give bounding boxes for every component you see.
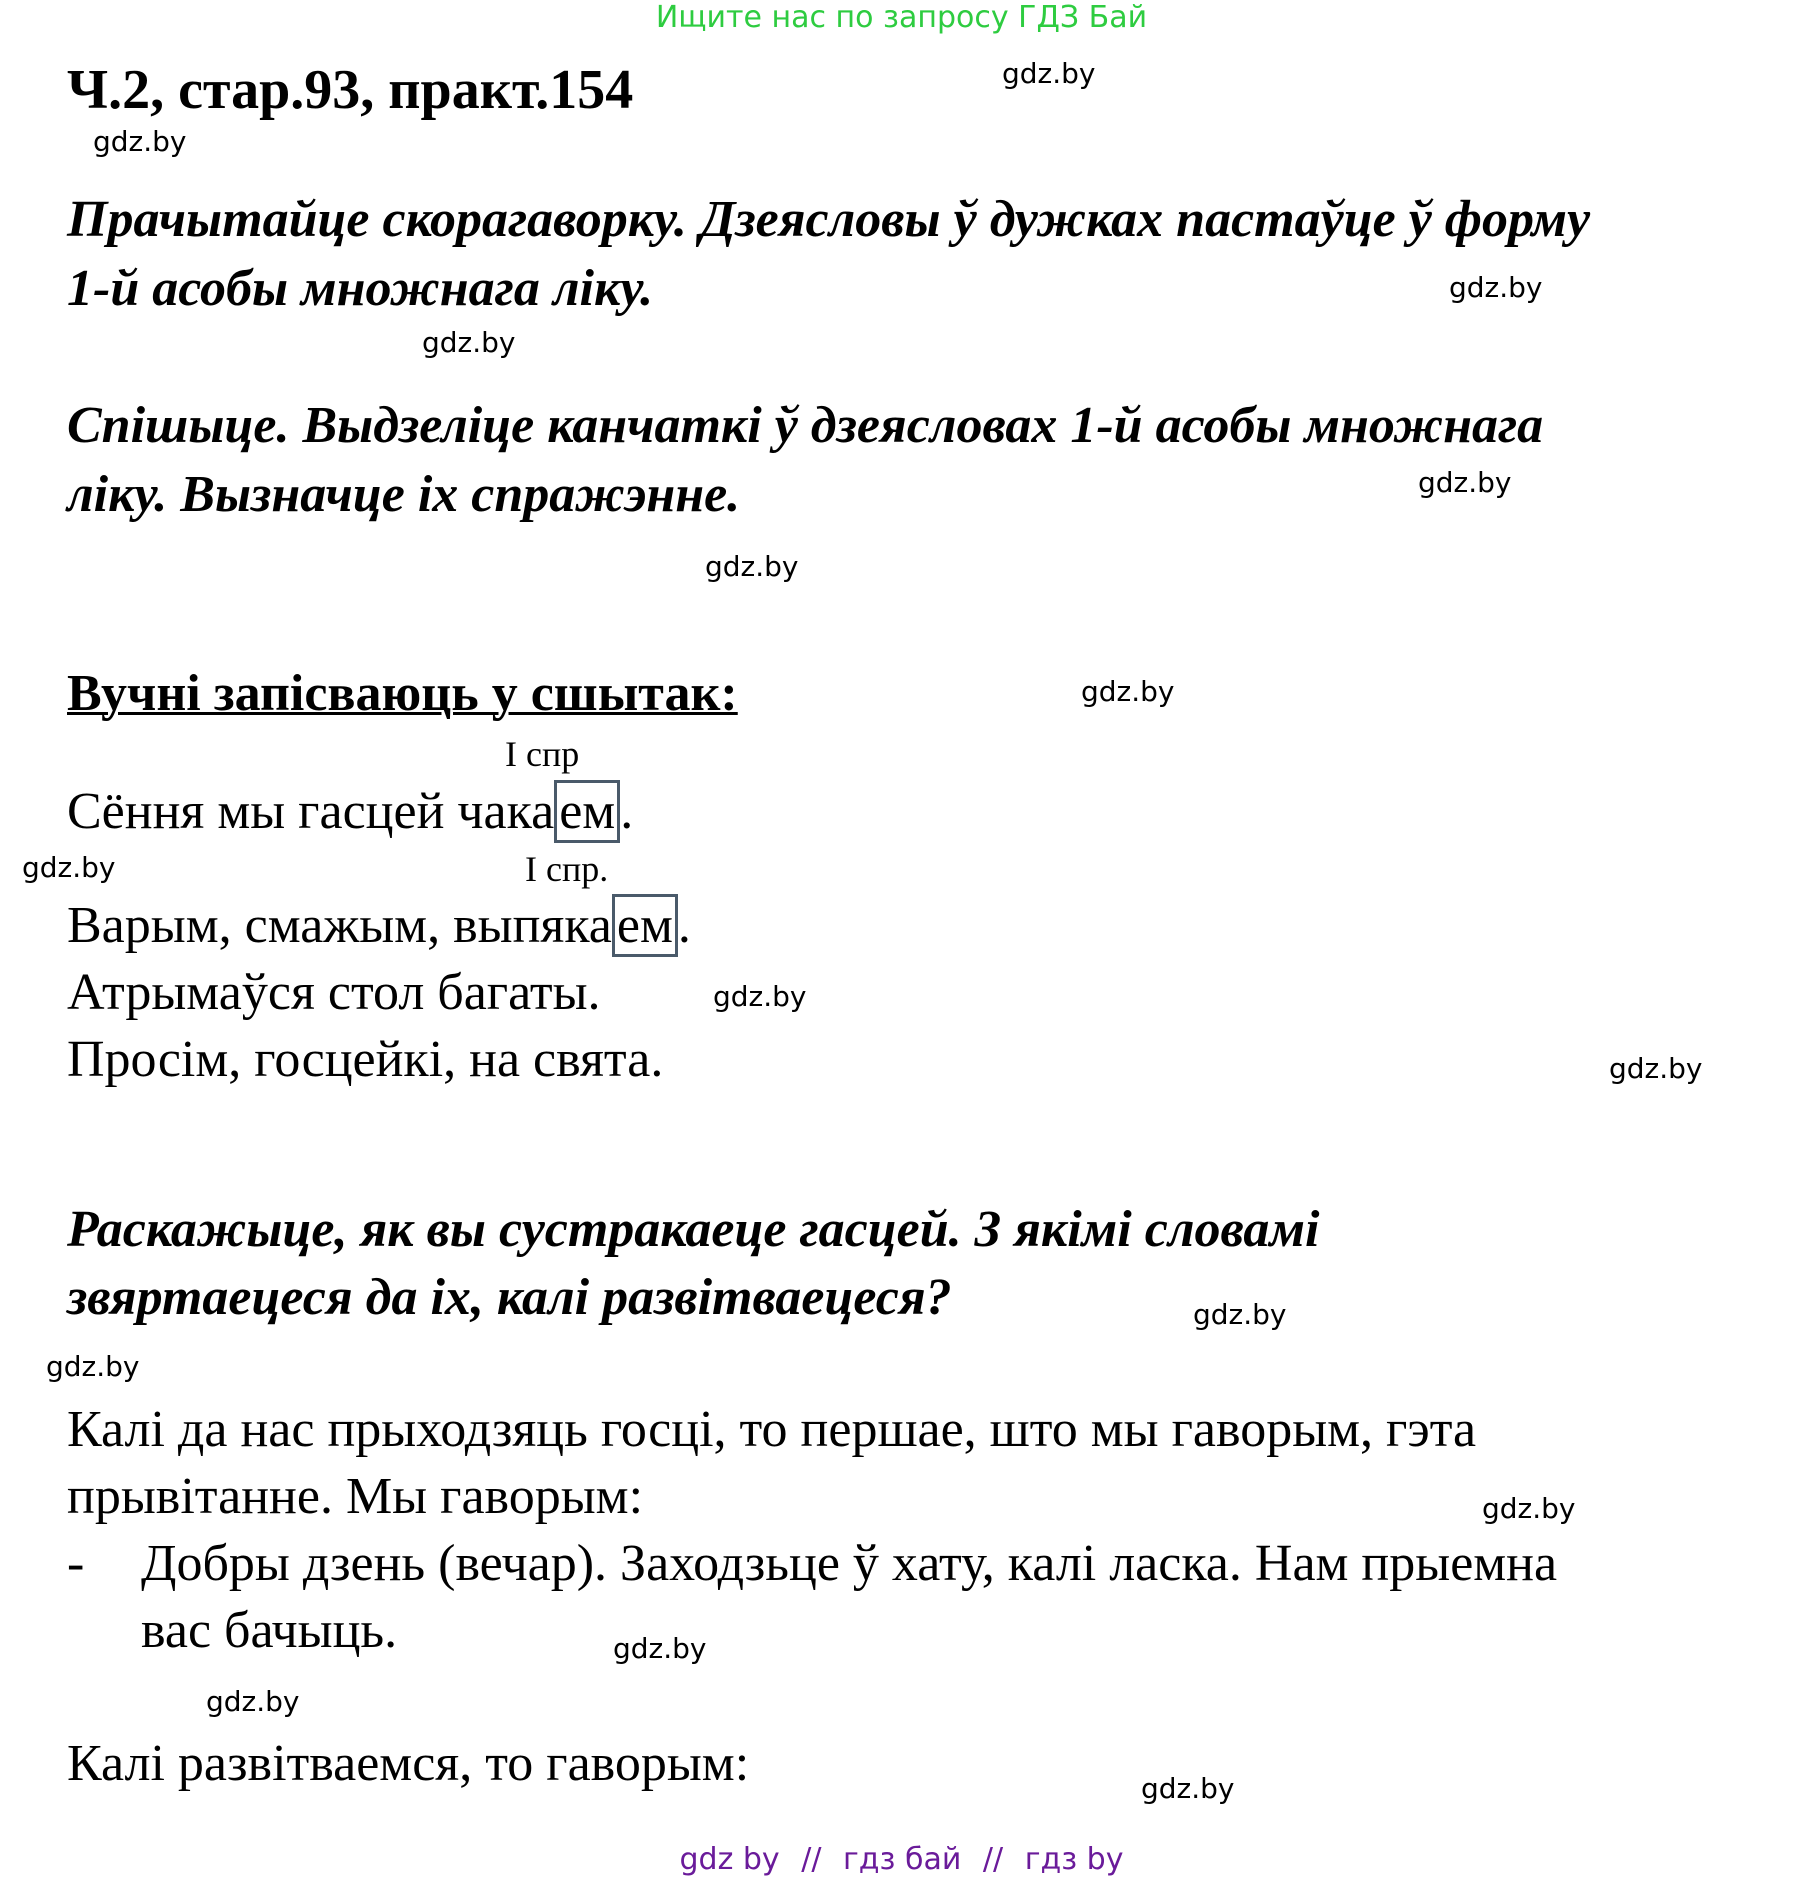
watermark: gdz.by	[93, 125, 187, 158]
poem-line-1	[67, 782, 633, 841]
watermark: gdz.by	[1193, 1298, 1287, 1331]
answer-p1-line2: прывітанне. Мы гаворым:	[67, 1468, 644, 1525]
poem-line-2-punct: .	[677, 897, 691, 954]
watermark: gdz.by	[1418, 466, 1512, 499]
footer-separator: //	[982, 1842, 1004, 1877]
poem-line-2-stem: Варым, смажым, выпяка	[67, 897, 612, 954]
watermark: gdz.by	[1482, 1492, 1576, 1525]
poem-line-1-punct: .	[620, 783, 634, 840]
watermark: gdz.by	[713, 980, 807, 1013]
watermark: gdz.by	[22, 851, 116, 884]
ending-box-1: ем	[554, 780, 620, 843]
watermark: gdz.by	[1002, 57, 1096, 90]
watermark: gdz.by	[613, 1632, 707, 1665]
poem-line-4: Просім, госцейкі, на свята.	[67, 1031, 664, 1088]
answer-p2: Калі развітваемся, то гаворым:	[67, 1735, 750, 1792]
poem-line-3: Атрымаўся стол багаты.	[67, 964, 601, 1021]
footer-part-3: гдз by	[1024, 1842, 1124, 1877]
watermark: gdz.by	[1081, 675, 1175, 708]
task2-line1: Спішыце. Выдзеліце канчаткі ў дзеясловах 1-й асобы множнага	[67, 397, 1544, 454]
answer-p1-line1: Калі да нас прыходзяць госці, то першае, што мы гаворым, гэта	[67, 1401, 1477, 1458]
answer-bullet-line1: Добры дзень (вечар). Заходзьце ў хату, калі ласка. Нам прыемна	[141, 1535, 1558, 1592]
task1-line1: Прачытайце скорагаворку. Дзеясловы ў дужках пастаўце ў форму	[67, 191, 1591, 248]
conjugation-mark-2: I спр.	[525, 849, 609, 889]
poem-line-1-stem: Сёння мы гасцей чака	[67, 783, 555, 840]
watermark: gdz.by	[1609, 1052, 1703, 1085]
task2-line2: ліку. Вызначце іх спражэнне.	[67, 466, 741, 523]
answer-bullet-line2: вас бачыць.	[141, 1602, 398, 1659]
task3-line2: звяртаецеся да іх, калі развітваецеся?	[67, 1269, 952, 1326]
watermark: gdz.by	[206, 1685, 300, 1718]
footer	[0, 1842, 1803, 1877]
watermark: gdz.by	[422, 326, 516, 359]
conjugation-mark-1: I спр	[505, 734, 580, 774]
footer-part-1: gdz by	[679, 1842, 780, 1877]
watermark: gdz.by	[1141, 1772, 1235, 1805]
task3-line1: Раскажыце, як вы сустракаеце гасцей. З якімі словамі	[67, 1201, 1320, 1258]
top-banner: Ищите нас по запросу ГДЗ Бай	[655, 0, 1148, 35]
ending-box-2: ем	[612, 894, 678, 957]
footer-separator: //	[801, 1842, 822, 1877]
footer-part-2: гдз бай	[843, 1842, 962, 1877]
page-title: Ч.2, стар.93, практ.154	[67, 59, 634, 121]
watermark: gdz.by	[46, 1350, 140, 1383]
bullet-dash: -	[67, 1535, 85, 1592]
watermark: gdz.by	[705, 550, 799, 583]
watermark: gdz.by	[1449, 271, 1543, 304]
poem-line-2	[67, 896, 691, 955]
notebook-heading: Вучні запісваюць у сшытак:	[67, 665, 738, 722]
task1-line2: 1-й асобы множнага ліку.	[67, 260, 654, 317]
